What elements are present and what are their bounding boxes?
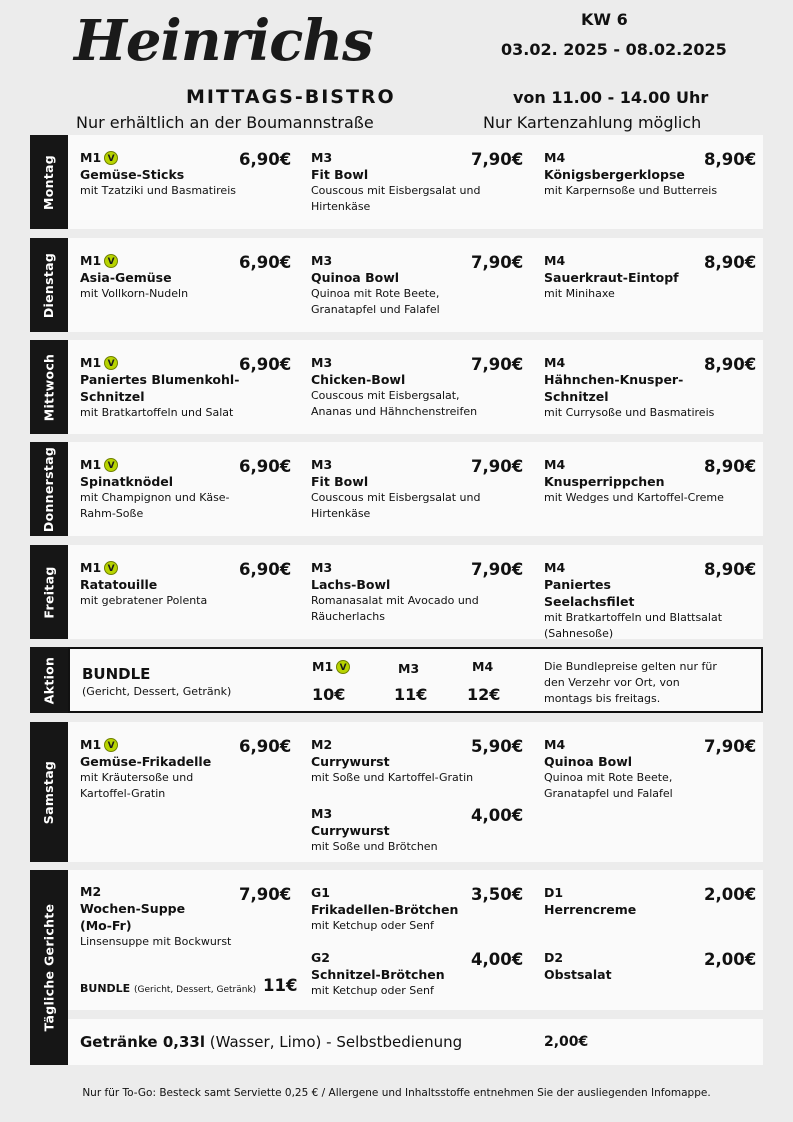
menu-code: M4 bbox=[544, 253, 566, 268]
menu-name: Lachs-Bowl bbox=[311, 577, 391, 592]
bundle-note: Die Bundlepreise gelten nur für den Verzehr vor Ort, von montags bis freitags. bbox=[544, 660, 717, 705]
menu-code: M1 V bbox=[80, 252, 295, 269]
menu-code: M3 bbox=[311, 253, 333, 268]
menu-name: Spinatknödel bbox=[80, 474, 174, 489]
samstag-m4-price: 7,90€ bbox=[704, 737, 757, 756]
g1-price: 3,50€ bbox=[471, 885, 524, 904]
menu-name: Gemüse-Sticks bbox=[80, 167, 185, 182]
menu-name: Fit Bowl bbox=[311, 474, 369, 489]
vegan-leaf-icon: V bbox=[104, 151, 118, 165]
day-panel-2 bbox=[68, 340, 763, 434]
menu-price: 7,90€ bbox=[471, 150, 524, 169]
vegan-leaf-icon: V bbox=[336, 660, 350, 674]
payment-note: Nur Kartenzahlung möglich bbox=[483, 113, 702, 132]
samstag-m2-price: 5,90€ bbox=[471, 737, 524, 756]
d2-item: D2 Obstsalat bbox=[544, 950, 612, 982]
menu-desc: mit Vollkorn-Nudeln bbox=[80, 287, 189, 300]
menu-price: 8,90€ bbox=[704, 560, 757, 579]
aktion-code-m3: M3 bbox=[398, 661, 420, 676]
day-label-2: Mittwoch bbox=[30, 340, 68, 434]
taeglich-panel bbox=[68, 870, 763, 1010]
menu-code: M3 bbox=[311, 150, 333, 165]
day-label-0: Montag bbox=[30, 135, 68, 229]
aktion-panel bbox=[68, 647, 763, 713]
samstag-m4: M4 Quinoa Bowl Quinoa mit Rote Beete, Granatapfel und Falafel bbox=[544, 737, 673, 800]
menu-code: M1 V bbox=[80, 456, 295, 473]
menu-price: 6,90€ bbox=[239, 560, 292, 579]
menu-code: M1 V bbox=[80, 149, 295, 166]
drinks-panel bbox=[68, 1019, 763, 1065]
menu-desc: Couscous mit Eisbergsalat und Hirtenkäse bbox=[311, 491, 481, 520]
menu-desc: mit Wedges und Kartoffel-Creme bbox=[544, 491, 724, 504]
menu-name: Knusperrippchen bbox=[544, 474, 665, 489]
menu-desc: mit Champignon und Käse-Rahm-Soße bbox=[80, 491, 230, 520]
samstag-m3: M3 Currywurst mit Soße und Brötchen bbox=[311, 806, 438, 853]
menu-desc: mit Minihaxe bbox=[544, 287, 615, 300]
g1-item: G1 Frikadellen-Brötchen mit Ketchup oder Senf bbox=[311, 885, 459, 932]
menu-code: M1 V bbox=[80, 354, 295, 371]
drinks-price: 2,00€ bbox=[544, 1034, 589, 1050]
menu-name: Sauerkraut-Eintopf bbox=[544, 270, 679, 285]
menu-code: M4 bbox=[544, 560, 566, 575]
day-label-3: Donnerstag bbox=[30, 442, 68, 536]
g2-price: 4,00€ bbox=[471, 950, 524, 969]
menu-price: 8,90€ bbox=[704, 253, 757, 272]
menu-price: 8,90€ bbox=[704, 457, 757, 476]
aktion-price-m4: 12€ bbox=[467, 685, 501, 704]
menu-price: 7,90€ bbox=[471, 560, 524, 579]
logo: Heinrichs bbox=[74, 8, 373, 74]
day-panel-1 bbox=[68, 238, 763, 332]
menu-desc: Couscous mit Eisbergsalat, Ananas und Hähnchenstreifen bbox=[311, 389, 478, 418]
menu-price: 7,90€ bbox=[471, 253, 524, 272]
samstag-label: Samstag bbox=[30, 722, 68, 862]
day-label-1: Dienstag bbox=[30, 238, 68, 332]
taeglich-label: Tägliche Gerichte bbox=[30, 870, 68, 1065]
subtitle: MITTAGS-BISTRO bbox=[186, 86, 396, 108]
vegan-leaf-icon: V bbox=[104, 254, 118, 268]
samstag-m2: M2 Currywurst mit Soße und Kartoffel-Gratin bbox=[311, 737, 474, 784]
menu-code: M3 bbox=[311, 355, 333, 370]
menu-name: Fit Bowl bbox=[311, 167, 369, 182]
menu-code: M4 bbox=[544, 150, 566, 165]
menu-desc: Quinoa mit Rote Beete, Granatapfel und Falafel bbox=[311, 287, 440, 316]
menu-desc: mit Bratkartoffeln und Salat bbox=[80, 406, 234, 419]
g2-item: G2 Schnitzel-Brötchen mit Ketchup oder Senf bbox=[311, 950, 445, 997]
menu-desc: mit Currysoße und Basmatireis bbox=[544, 406, 715, 419]
menu-code: M4 bbox=[544, 457, 566, 472]
menu-price: 8,90€ bbox=[704, 150, 757, 169]
day-panel-4 bbox=[68, 545, 763, 639]
aktion-label: Aktion bbox=[30, 647, 68, 713]
menu-code: M4 bbox=[544, 355, 566, 370]
menu-name: Hähnchen-Knusper-Schnitzel bbox=[544, 372, 684, 404]
vegan-leaf-icon: V bbox=[104, 561, 118, 575]
menu-price: 8,90€ bbox=[704, 355, 757, 374]
day-label-4: Freitag bbox=[30, 545, 68, 639]
opening-hours: von 11.00 - 14.00 Uhr bbox=[513, 88, 709, 107]
footer-note: Nur für To-Go: Besteck samt Serviette 0,25 € / Allergene und Inhaltsstoffe entnehmen Sie der ausliegenden Infomappe. bbox=[82, 1087, 711, 1099]
menu-name: Paniertes Seelachsfilet bbox=[544, 577, 635, 609]
menu-price: 7,90€ bbox=[471, 355, 524, 374]
menu-name: Königsbergerklopse bbox=[544, 167, 685, 182]
week-number: KW 6 bbox=[581, 10, 628, 29]
d2-price: 2,00€ bbox=[704, 950, 757, 969]
menu-code: M3 bbox=[311, 457, 333, 472]
wochen-suppe-price: 7,90€ bbox=[239, 885, 292, 904]
menu-name: Paniertes Blumenkohl-Schnitzel bbox=[80, 372, 240, 404]
menu-desc: mit Karpernsoße und Butterreis bbox=[544, 184, 718, 197]
menu-name: Chicken-Bowl bbox=[311, 372, 406, 387]
vegan-leaf-icon: V bbox=[104, 356, 118, 370]
menu-price: 6,90€ bbox=[239, 457, 292, 476]
menu-desc: Couscous mit Eisbergsalat und Hirtenkäse bbox=[311, 184, 481, 213]
menu-price: 6,90€ bbox=[239, 253, 292, 272]
menu-desc: Romanasalat mit Avocado und Räucherlachs bbox=[311, 594, 479, 623]
menu-desc: mit Tzatziki und Basmatireis bbox=[80, 184, 236, 197]
menu-name: Ratatouille bbox=[80, 577, 158, 592]
aktion-code-m4: M4 bbox=[472, 659, 494, 674]
vegan-leaf-icon: V bbox=[104, 458, 118, 472]
d1-item: D1 Herrencreme bbox=[544, 885, 637, 917]
daily-bundle: BUNDLE (Gericht, Dessert, Getränk) bbox=[80, 982, 257, 995]
day-panel-0 bbox=[68, 135, 763, 229]
daily-bundle-price: 11€ bbox=[263, 976, 298, 995]
day-panel-3 bbox=[68, 442, 763, 536]
menu-name: Asia-Gemüse bbox=[80, 270, 172, 285]
samstag-m1: M1 V Gemüse-Frikadelle mit Kräutersoße und Kartoffel-Gratin bbox=[80, 737, 212, 800]
menu-price: 7,90€ bbox=[471, 457, 524, 476]
bundle-subtitle: (Gericht, Dessert, Getränk) bbox=[82, 685, 232, 698]
samstag-m1-price: 6,90€ bbox=[239, 737, 292, 756]
vegan-leaf-icon: V bbox=[104, 738, 118, 752]
aktion-code-m1: M1 V bbox=[312, 658, 350, 675]
date-range: 03.02. 2025 - 08.02.2025 bbox=[501, 40, 727, 59]
menu-code: M1 V bbox=[80, 559, 295, 576]
menu-desc: mit Bratkartoffeln und Blattsalat (Sahnesoße) bbox=[544, 611, 723, 640]
menu-price: 6,90€ bbox=[239, 355, 292, 374]
location-note: Nur erhältlich an der Boumannstraße bbox=[76, 113, 374, 132]
wochen-suppe: M2 Wochen-Suppe (Mo-Fr) Linsensuppe mit Bockwurst bbox=[80, 884, 232, 948]
aktion-price-m3: 11€ bbox=[394, 685, 428, 704]
drinks-text: Getränke 0,33l (Wasser, Limo) - Selbstbedienung bbox=[80, 1033, 463, 1051]
menu-code: M3 bbox=[311, 560, 333, 575]
samstag-m3-price: 4,00€ bbox=[471, 806, 524, 825]
menu-name: Quinoa Bowl bbox=[311, 270, 400, 285]
menu-price: 6,90€ bbox=[239, 150, 292, 169]
d1-price: 2,00€ bbox=[704, 885, 757, 904]
samstag-panel bbox=[68, 722, 763, 862]
aktion-price-m1: 10€ bbox=[312, 685, 346, 704]
bundle-title: BUNDLE bbox=[82, 665, 151, 683]
menu-desc: mit gebratener Polenta bbox=[80, 594, 208, 607]
